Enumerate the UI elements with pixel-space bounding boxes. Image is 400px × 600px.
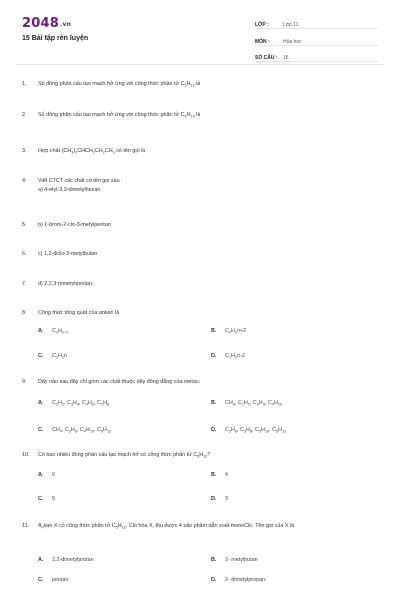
question-number: 1.	[22, 81, 27, 87]
meta-row-class	[255, 16, 379, 29]
question-text: Viết CTCT các chất có tên gọi sau :	[38, 178, 123, 184]
question-2	[22, 111, 382, 120]
meta-value: 15	[283, 55, 289, 61]
question-text: Số đồng phân cấu tạo mạch hở ứng với công thức phân tử $C_6H_{14}$ là	[38, 112, 201, 119]
option-text: 4	[225, 472, 228, 478]
question-text: $A_nkan$ X có công thức phân tử $C_5H_{12}$. Clo hóa X, thu được 4 sản phẩm dẫn xuất monoClo. Tên gọi của X là	[38, 523, 295, 530]
question-text: Hợp chất $(CH_3)_2CHCH_2CH_2CH_3$ có tên gọi là	[38, 148, 146, 155]
option-c[interactable]	[38, 353, 67, 359]
question-9	[22, 378, 382, 387]
question-number: 9.	[22, 379, 27, 385]
header-divider	[16, 64, 384, 65]
option-text: 6	[52, 472, 55, 478]
meta-value: Lớp 11	[283, 22, 299, 28]
question-text: Có bao nhiêu đồng phân cấu tạo mạch hở có công thức phân tử $C_5H_{12}$?	[38, 452, 211, 459]
option-a[interactable]	[38, 472, 55, 478]
option-key: A.	[38, 328, 44, 334]
option-c[interactable]	[38, 496, 55, 502]
option-text: $C_2H_2$, $C_3H_4$, $C_4H_6$, $C_5H_8$	[52, 400, 110, 407]
page-title: 15 Bài tập rèn luyện	[22, 35, 89, 42]
option-text: 2- dimetylpropan	[225, 577, 266, 583]
option-a[interactable]	[38, 328, 68, 334]
meta-key: SỐ CÂU :	[255, 55, 278, 61]
site-logo[interactable]	[22, 16, 71, 31]
question-10	[22, 451, 382, 460]
option-key: D.	[211, 353, 217, 359]
question-1	[22, 80, 382, 89]
option-c[interactable]	[38, 577, 69, 583]
option-text: $C_nH_2n+2$	[225, 328, 247, 335]
question-number: 7.	[22, 281, 27, 287]
option-text: 2- metylbutan	[225, 557, 258, 563]
option-key: B.	[211, 472, 217, 478]
option-text: 3	[225, 496, 228, 502]
option-key: B.	[211, 328, 217, 334]
option-key: D.	[211, 427, 217, 433]
option-key: C.	[38, 496, 44, 502]
option-d[interactable]	[211, 577, 265, 583]
option-text: $CH_4$, $C_2H_6$, $C_4H_{10}$, $C_5H_{12}$	[52, 427, 112, 434]
option-d[interactable]	[211, 427, 286, 433]
meta-row-count	[255, 49, 379, 62]
question-text: Số đồng phân cấu tạo mạch hở ứng với công thức phân tử $C_5H_{12}$ là	[38, 81, 201, 88]
question-6	[22, 250, 382, 259]
option-b[interactable]	[211, 472, 228, 478]
question-number: 6.	[22, 251, 27, 257]
question-text: b) 1-brom-2-clo-3-metylpentan	[38, 222, 111, 228]
option-text: $C_nH_2n-2$	[225, 353, 245, 360]
option-text: 2,2-dimetylprotan	[52, 557, 94, 563]
logo-text: 2048	[22, 16, 59, 31]
question-number: 8.	[22, 310, 27, 316]
question-number: 5.	[22, 222, 27, 228]
meta-key: LỚP :	[255, 22, 269, 28]
meta-row-subject	[255, 33, 379, 46]
option-key: C.	[38, 353, 44, 359]
meta-key: MÔN :	[255, 38, 270, 45]
option-d[interactable]	[211, 353, 245, 359]
question-text: d) 2,2,3-trimetylpentan.	[38, 281, 94, 287]
option-key: C.	[38, 577, 44, 583]
option-text: $CH_4$, $C_2H_2$, $C_3H_4$, $C_4H_{10}$	[225, 400, 283, 407]
question-3	[22, 147, 382, 156]
question-4	[22, 177, 382, 195]
option-key: C.	[38, 427, 44, 433]
option-d[interactable]	[211, 496, 228, 502]
option-key: D.	[211, 577, 217, 583]
option-key: D.	[211, 496, 217, 502]
question-5	[22, 221, 382, 230]
option-text: $C_nH_{n+2}$	[52, 328, 69, 335]
option-key: B.	[211, 400, 217, 406]
question-number: 10.	[22, 452, 30, 458]
option-c[interactable]	[38, 427, 111, 433]
question-number: 11.	[22, 523, 30, 529]
question-11	[22, 522, 382, 531]
option-a[interactable]	[38, 557, 94, 563]
option-b[interactable]	[211, 557, 258, 563]
option-key: A.	[38, 557, 44, 563]
option-text: $C_2H_6$, $C_3H_8$, $C_5H_{10}$, $C_6H_{12}$	[225, 427, 287, 434]
option-b[interactable]	[211, 400, 282, 406]
question-number: 3.	[22, 148, 27, 154]
question-number: 2.	[22, 112, 27, 118]
option-a[interactable]	[38, 400, 109, 406]
option-key: A.	[38, 400, 44, 406]
question-text: Dãy nào sau đây chỉ gồm các chất thuộc dãy đồng đẳng của metan.	[38, 379, 201, 385]
option-text: $C_nH_2n$	[52, 353, 68, 360]
option-text: pentan	[52, 577, 69, 583]
question-number: 4.	[22, 178, 27, 184]
question-text: Công thức tổng quát của ankan là	[38, 310, 120, 316]
meta-value: Hóa học	[283, 38, 302, 45]
question-7	[22, 280, 382, 289]
option-key: B.	[211, 557, 217, 563]
question-8	[22, 309, 382, 318]
logo-suffix: .vn	[59, 21, 72, 28]
question-text: c) 1,2-diclo-3-metylbutan	[38, 251, 98, 257]
option-b[interactable]	[211, 328, 246, 334]
option-key: A.	[38, 472, 44, 478]
question-subtext: a) 4-etyl-3,3-dimetylhexan	[38, 187, 101, 193]
option-text: 5	[52, 496, 55, 502]
meta-info	[255, 16, 379, 66]
